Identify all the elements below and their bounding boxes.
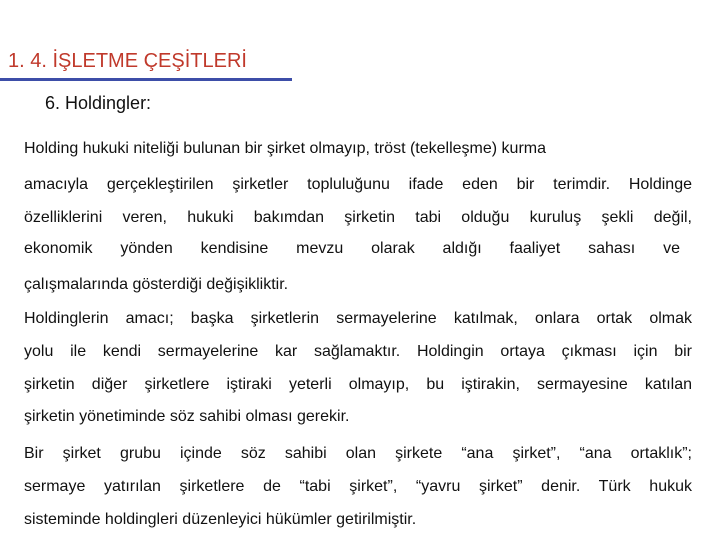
paragraph-2-line-4: şirketin yönetiminde söz sahibi olması gerekir. xyxy=(24,408,350,425)
paragraph-1-line-2: amacıyla gerçekleştirilen şirketler topluluğunu ifade eden bir terimdir. Holdinge xyxy=(24,176,692,193)
subsection-title: 6. Holdingler: xyxy=(45,93,152,113)
paragraph-3-line-1: Bir şirket grubu içinde söz sahibi olan şirkete “ana şirket”, “ana ortaklık”; xyxy=(24,445,692,462)
paragraph-1-line-1: Holding hukuki niteliği bulunan bir şirket olmayıp, tröst (tekelleşme) kurma xyxy=(24,140,546,157)
paragraph-2-line-2: yolu ile kendi sermayelerine kar sağlamaktır. Holdingin ortaya çıkması için bir xyxy=(24,343,692,360)
paragraph-1-line-4: ekonomik yönden kendisine mevzu olarak aldığı faaliyet sahası ve xyxy=(24,240,680,257)
paragraph-2-line-3: şirketin diğer şirketlere iştiraki yeterli olmayıp, bu iştirakin, sermayesine katılan xyxy=(24,376,692,393)
section-title: 1. 4. İŞLETME ÇEŞİTLERİ xyxy=(8,50,247,72)
paragraph-1-line-5: çalışmalarında gösterdiği değişikliktir. xyxy=(24,276,289,293)
paragraph-3-line-2: sermaye yatırılan şirketlere de “tabi şirket”, “yavru şirket” denir. Türk hukuk xyxy=(24,478,692,495)
paragraph-1-line-3: özelliklerini veren, hukuki bakımdan şirketin tabi olduğu kuruluş şekli değil, xyxy=(24,209,692,226)
paragraph-2-line-1: Holdinglerin amacı; başka şirketlerin sermayelerine katılmak, onlara ortak olmak xyxy=(24,310,692,327)
title-underline xyxy=(0,78,292,81)
paragraph-3-line-3: sisteminde holdingleri düzenleyici hükümler getirilmiştir. xyxy=(24,511,417,528)
